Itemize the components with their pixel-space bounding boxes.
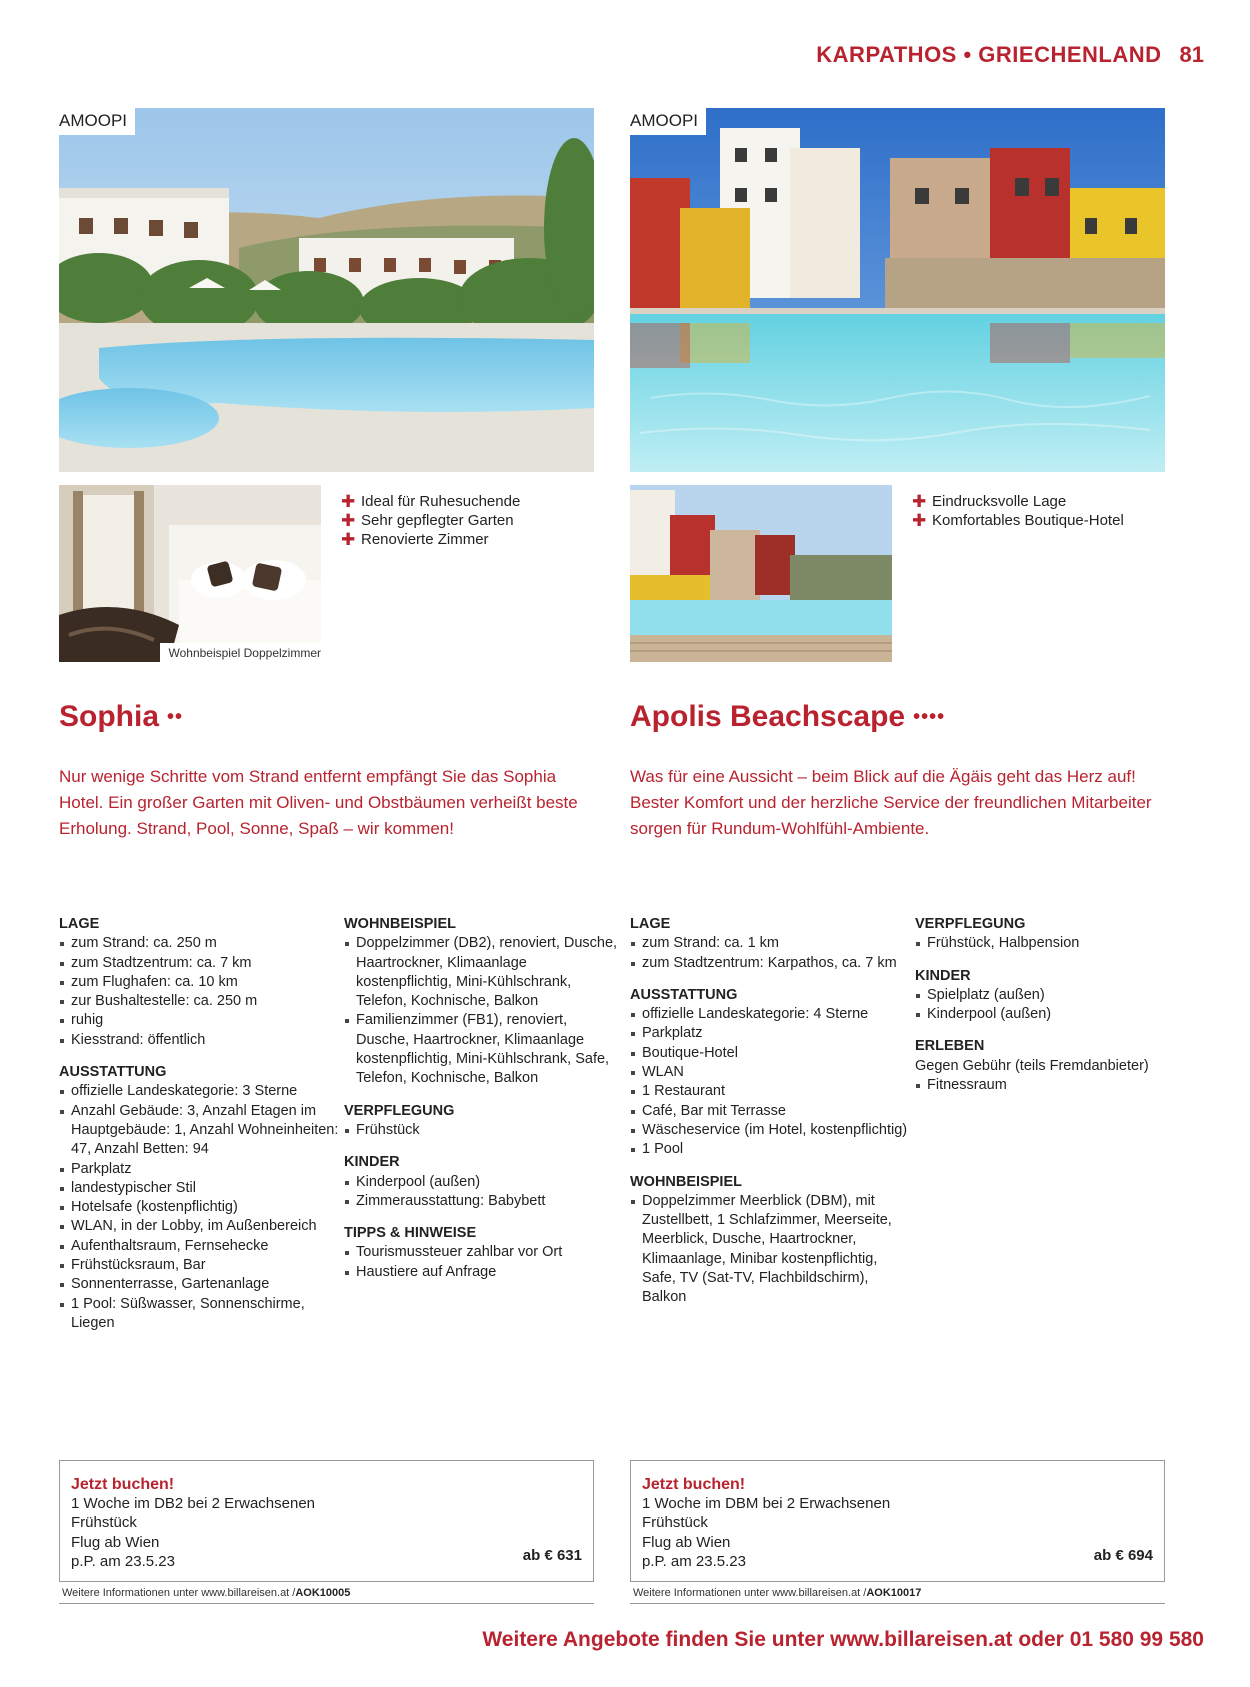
ausstattung-list bbox=[630, 1005, 915, 1159]
list-item: Kiesstrand: öffentlich bbox=[59, 1031, 344, 1050]
highlight-item: ✚ Sehr gepflegter Garten bbox=[341, 511, 514, 530]
page-number: 81 bbox=[1179, 42, 1204, 67]
booking-cta[interactable]: Jetzt buchen! bbox=[71, 1476, 175, 1493]
section-heading-ausstattung: AUSSTATTUNG bbox=[630, 986, 738, 1003]
hotel-details bbox=[59, 915, 619, 1333]
list-item: ruhig bbox=[59, 1011, 344, 1030]
details-col-1 bbox=[630, 915, 915, 1308]
footer-contact[interactable]: Weitere Angebote finden Sie unter www.billareisen.at oder 01 580 99 580 bbox=[482, 1628, 1204, 1651]
booking-board: Frühstück bbox=[642, 1514, 708, 1532]
hotel-name: Apolis Beachscape •••• bbox=[630, 700, 946, 733]
list-item: Doppelzimmer Meerblick (DBM), mit Zustellbett, 1 Schlafzimmer, Meerseite, Meerblick, Dusche, Haartrockner, Klimaanlage, Minibar kostenpflichtig, Safe, TV (Sat-TV, Flachbildschirm), Balkon bbox=[630, 1192, 915, 1308]
list-item: Hotelsafe (kostenpflichtig) bbox=[59, 1198, 344, 1217]
booking-date: p.P. am 23.5.23 bbox=[642, 1552, 746, 1570]
plus-icon: ✚ bbox=[912, 492, 927, 511]
list-item: Frühstück, Halbpension bbox=[915, 934, 1190, 953]
booking-info-link[interactable]: Weitere Informationen unter www.billareisen.at / bbox=[633, 1587, 867, 1599]
highlight-item: ✚ Renovierte Zimmer bbox=[341, 530, 489, 549]
erleben-list bbox=[915, 1076, 1190, 1095]
booking-box-sophia[interactable] bbox=[59, 1460, 594, 1582]
offer-code: AOK10017 bbox=[866, 1587, 922, 1599]
kinder-list bbox=[344, 1173, 619, 1212]
section-heading-kinder: KINDER bbox=[915, 967, 971, 984]
list-item: 1 Pool bbox=[630, 1140, 915, 1159]
booking-flight: Flug ab Wien bbox=[71, 1533, 160, 1551]
list-item: Haustiere auf Anfrage bbox=[344, 1263, 619, 1282]
list-item: 1 Pool: Süßwasser, Sonnenschirme, Liegen bbox=[59, 1295, 344, 1334]
booking-info-link[interactable]: Weitere Informationen unter www.billareisen.at / bbox=[62, 1587, 296, 1599]
hotel-teaser: Was für eine Aussicht – beim Blick auf die Ägäis geht das Herz auf! Bester Komfort und der herzliche Service der freundlichen Mitarbeiter sorgen für Rundum-Wohlfühl-Ambiente. bbox=[630, 767, 1152, 838]
booking-room: 1 Woche im DB2 bei 2 Erwachsenen bbox=[71, 1495, 316, 1512]
list-item: Kinderpool (außen) bbox=[344, 1173, 619, 1192]
ausstattung-list bbox=[59, 1082, 344, 1333]
booking-flight: Flug ab Wien bbox=[642, 1533, 731, 1551]
hotel-category-dots: •••• bbox=[913, 705, 946, 728]
verpflegung-list bbox=[344, 1121, 619, 1140]
list-item: Parkplatz bbox=[630, 1024, 915, 1043]
lage-list bbox=[59, 934, 344, 1050]
list-item: offizielle Landeskategorie: 4 Sterne bbox=[630, 1005, 915, 1024]
booking-price: ab € 631 bbox=[522, 1547, 582, 1564]
booking-room: 1 Woche im DBM bei 2 Erwachsenen bbox=[642, 1495, 891, 1512]
list-item: Zimmerausstattung: Babybett bbox=[344, 1192, 619, 1211]
details-col-1 bbox=[59, 915, 344, 1333]
list-item: Frühstück bbox=[344, 1121, 619, 1140]
thumb-caption: Wohnbeispiel Doppelzimmer bbox=[160, 643, 321, 662]
list-item: Spielplatz (außen) bbox=[915, 986, 1190, 1005]
booking-info bbox=[630, 1587, 1165, 1604]
section-heading-verpflegung: VERPFLEGUNG bbox=[915, 916, 1026, 932]
location-tag: AMOOPI bbox=[630, 108, 706, 135]
thumb-pool-apolis bbox=[630, 485, 892, 662]
hotel-details bbox=[630, 915, 1190, 1308]
plus-icon: ✚ bbox=[912, 511, 927, 530]
list-item: Kinderpool (außen) bbox=[915, 1005, 1190, 1024]
list-item: Boutique-Hotel bbox=[630, 1044, 915, 1063]
hotel-category-dots: •• bbox=[167, 705, 184, 728]
list-item: Familienzimmer (FB1), renoviert, Dusche, Haartrockner, Klimaanlage kostenpflichtig, Mini-Kühlschrank, Safe, Telefon, Kochnische, Balkon bbox=[344, 1011, 619, 1088]
list-item: Doppelzimmer (DB2), renoviert, Dusche, Haartrockner, Klimaanlage kostenpflichtig, Mini-Kühlschrank, Telefon, Kochnische, Balkon bbox=[344, 934, 619, 1011]
list-item: landestypischer Stil bbox=[59, 1179, 344, 1198]
details-col-2 bbox=[344, 915, 619, 1333]
plus-icon: ✚ bbox=[341, 492, 356, 511]
booking-date: p.P. am 23.5.23 bbox=[71, 1552, 175, 1570]
list-item: Sonnenterrasse, Gartenanlage bbox=[59, 1275, 344, 1294]
section-heading-ausstattung: AUSSTATTUNG bbox=[59, 1064, 167, 1081]
wohnbeispiel-list bbox=[630, 1192, 915, 1308]
highlights-apolis bbox=[912, 492, 1124, 530]
list-item: WLAN, in der Lobby, im Außenbereich bbox=[59, 1217, 344, 1236]
section-heading-verpflegung: VERPFLEGUNG bbox=[344, 1102, 455, 1119]
list-item: offizielle Landeskategorie: 3 Sterne bbox=[59, 1082, 344, 1101]
tipps-list bbox=[344, 1243, 619, 1282]
highlight-item: ✚ Komfortables Boutique-Hotel bbox=[912, 511, 1124, 530]
hotel-pool-photo bbox=[630, 108, 1165, 472]
kinder-list bbox=[915, 986, 1190, 1025]
section-heading-tipps: TIPPS & HINWEISE bbox=[344, 1225, 477, 1242]
list-item: zum Stadtzentrum: Karpathos, ca. 7 km bbox=[630, 954, 915, 973]
list-item: 1 Restaurant bbox=[630, 1082, 915, 1101]
hotel-apolis bbox=[630, 0, 1165, 1620]
section-heading-lage: LAGE bbox=[59, 916, 100, 932]
list-item: Frühstücksraum, Bar bbox=[59, 1256, 344, 1275]
plus-icon: ✚ bbox=[341, 530, 356, 549]
list-item: zur Bushaltestelle: ca. 250 m bbox=[59, 992, 344, 1011]
list-item: WLAN bbox=[630, 1063, 915, 1082]
erleben-intro: Gegen Gebühr (teils Fremdanbieter) bbox=[915, 1057, 1149, 1074]
list-item: zum Flughafen: ca. 10 km bbox=[59, 973, 344, 992]
room-photo bbox=[59, 485, 321, 662]
hero-photo-apolis bbox=[630, 108, 1165, 472]
hotel-name: Sophia •• bbox=[59, 700, 184, 733]
booking-board: Frühstück bbox=[71, 1514, 137, 1532]
list-item: zum Strand: ca. 1 km bbox=[630, 934, 915, 953]
list-item: zum Strand: ca. 250 m bbox=[59, 934, 344, 953]
highlight-item: ✚ Ideal für Ruhesuchende bbox=[341, 492, 521, 511]
list-item: Café, Bar mit Terrasse bbox=[630, 1102, 915, 1121]
list-item: Fitnessraum bbox=[915, 1076, 1190, 1095]
verpflegung-list bbox=[915, 934, 1190, 953]
plus-icon: ✚ bbox=[341, 511, 356, 530]
section-heading-erleben: ERLEBEN bbox=[915, 1038, 985, 1055]
lage-list bbox=[630, 934, 915, 973]
hero-photo-sophia bbox=[59, 108, 594, 472]
location-tag: AMOOPI bbox=[59, 108, 135, 135]
booking-box-apolis[interactable] bbox=[630, 1460, 1165, 1582]
list-item: Tourismussteuer zahlbar vor Ort bbox=[344, 1243, 619, 1262]
section-heading-kinder: KINDER bbox=[344, 1154, 400, 1171]
wohnbeispiel-list bbox=[344, 934, 619, 1088]
offer-code: AOK10005 bbox=[295, 1587, 351, 1599]
list-item: Parkplatz bbox=[59, 1160, 344, 1179]
booking-info bbox=[59, 1587, 594, 1604]
highlight-item: ✚ Eindrucksvolle Lage bbox=[912, 492, 1067, 511]
section-heading-lage: LAGE bbox=[630, 916, 671, 932]
pool-photo bbox=[630, 485, 892, 662]
section-heading-wohnbeispiel: WOHNBEISPIEL bbox=[344, 916, 456, 932]
region-title: KARPATHOS • GRIECHENLAND bbox=[816, 42, 1162, 67]
list-item: Aufenthaltsraum, Fernsehecke bbox=[59, 1237, 344, 1256]
section-heading-wohnbeispiel: WOHNBEISPIEL bbox=[630, 1173, 742, 1190]
hotel-sophia bbox=[59, 0, 618, 1620]
details-col-2 bbox=[915, 915, 1190, 1308]
list-item: Anzahl Gebäude: 3, Anzahl Etagen im Hauptgebäude: 1, Anzahl Wohneinheiten: 47, Anzahl Betten: 94 bbox=[59, 1102, 344, 1160]
booking-price: ab € 694 bbox=[1093, 1547, 1153, 1564]
list-item: zum Stadtzentrum: ca. 7 km bbox=[59, 954, 344, 973]
highlights-sophia bbox=[341, 492, 520, 549]
hotel-teaser: Nur wenige Schritte vom Strand entfernt empfängt Sie das Sophia Hotel. Ein großer Garten mit Oliven- und Obstbäumen verheißt beste Erholung. Strand, Pool, Sonne, Spaß – wir kommen! bbox=[59, 767, 578, 838]
list-item: Wäscheservice (im Hotel, kostenpflichtig) bbox=[630, 1121, 915, 1140]
hotel-pool-photo bbox=[59, 108, 594, 472]
thumb-room-sophia bbox=[59, 485, 321, 662]
booking-cta[interactable]: Jetzt buchen! bbox=[642, 1476, 746, 1493]
